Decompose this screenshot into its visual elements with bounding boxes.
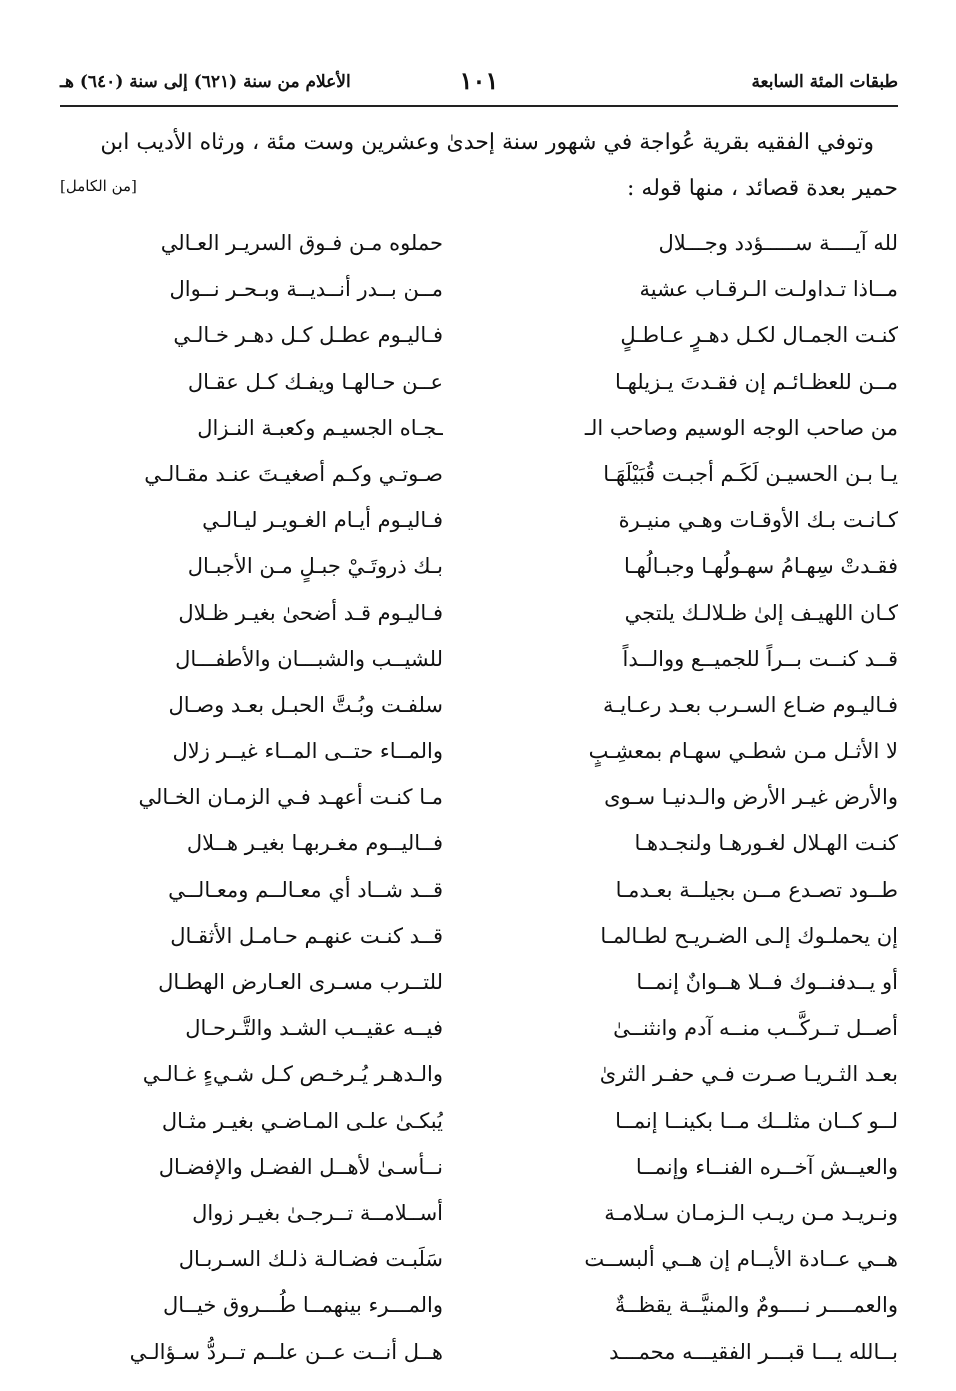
verse-first-hemistich: هــي عــادة الأيــام إن هــي ألبســت	[584, 1247, 898, 1272]
poem-verse	[60, 1144, 898, 1190]
verse-first-hemistich: كـانـت بـك الأوقـات وهـي منيـرة	[618, 508, 898, 533]
poem-verse	[60, 959, 898, 1005]
header-rule	[60, 105, 898, 107]
poem-verse	[60, 1329, 898, 1375]
verse-first-hemistich: من صاحب الوجه الوسيم وصاحب الـ	[584, 415, 898, 440]
poem-verse	[60, 682, 898, 728]
verse-first-hemistich: قــد كنــت بــراً للجميــع ووالــداً	[622, 646, 898, 671]
verse-second-hemistich: فـاليـوم عطـل كـل دهـر خـالـي	[173, 323, 443, 348]
running-section-title: طبقات المئة السابعة	[751, 72, 898, 92]
verse-second-hemistich: عــن حـالهـا ويفـك كـل عقـال	[187, 369, 443, 394]
verse-second-hemistich: والـدهـر يُـرخـص كـل شـيءٍ غـالـي	[142, 1062, 443, 1087]
intro-line-2-row	[60, 166, 898, 212]
verse-first-hemistich: أو يــدفنــوك فــلا هــوانٌ إنمــا	[636, 970, 898, 994]
verse-first-hemistich: لله آيــــة ســـــؤدد وجـــلال	[658, 231, 898, 255]
verse-second-hemistich: فيــه عقيــب الشـد والتَّـرحـال	[185, 1016, 443, 1041]
verse-second-hemistich: ـجـاه الجسيـم وكعبـة النـزال	[197, 415, 443, 440]
poem-verse	[60, 497, 898, 543]
verse-first-hemistich: طــود تصـدع مــن بجيلــة بعـدمـا	[615, 877, 898, 902]
intro-paragraph	[60, 120, 898, 212]
verse-second-hemistich: فـاليـوم أيـام الغـويـر ليـالـي	[202, 508, 443, 533]
poem-verse	[60, 636, 898, 682]
verse-first-hemistich: ونـريـد مـن ريـب الـزمـان سـلامـة	[604, 1200, 898, 1225]
verse-first-hemistich: بعـد الثـريـا صـرت فـي حفـر الثرىٰ	[599, 1062, 898, 1087]
verse-second-hemistich: والمـــرء بينهمــا طُـــروق خيــال	[163, 1293, 443, 1318]
intro-line-1: وتوفي الفقيه بقرية عُواجة في شهور سنة إحدىٰ وعشرين وست مئة ، ورثاه الأديب ابن	[100, 130, 874, 155]
verse-second-hemistich: هــل أنــت عــن علــم تــردُّ سـؤالـي	[129, 1339, 443, 1364]
verse-first-hemistich: والعمــــر نــــومٌ والمنيَّــة يقظــةٌ	[614, 1293, 898, 1318]
verse-second-hemistich: حملوه مـن فـوق السريـر العـالي	[160, 231, 443, 255]
poem-verse	[60, 867, 898, 913]
verse-second-hemistich: للشيــب والشبـــان والأطفـــال	[175, 646, 443, 671]
poem-verse	[60, 451, 898, 497]
poem-verse	[60, 1236, 898, 1282]
intro-line-2: حمير بعدة قصائد ، منها قوله :	[627, 176, 898, 201]
poem	[60, 220, 898, 1375]
verse-first-hemistich: مــن للعظـائـم إن فقـدتَ يـزيلهـا	[615, 369, 898, 394]
poem-verse	[60, 266, 898, 312]
verse-second-hemistich: سَلَبـت فضـالـة ذلـك السـربـال	[178, 1247, 443, 1272]
verse-first-hemistich: لــو كــان مثلــك مــا بكينــا إنمــا	[615, 1108, 898, 1133]
verse-second-hemistich: مـا كنـت أعهـد فـي الزمـان الخـالي	[138, 785, 443, 810]
verse-second-hemistich: أســلامــة تــرجـىٰ بغيـر زوال	[192, 1200, 443, 1225]
verse-second-hemistich: فــاليــوم مغـربهـا بغيـر هــلال	[186, 831, 443, 856]
poem-verse	[60, 1051, 898, 1097]
verse-second-hemistich: نــأسـىٰ لأهــل الفضـل والإفضـال	[158, 1154, 443, 1179]
verse-first-hemistich: أصــل تــركَّــب منــه آدم وانثنــىٰ	[613, 1016, 898, 1041]
poem-verse	[60, 728, 898, 774]
verse-first-hemistich: كنـت الهـلال لغـورهـا ولنجـدهـا	[634, 831, 898, 856]
verse-second-hemistich: مــن بــدر أنــديــة وبـحـر نــوال	[169, 277, 443, 302]
verse-first-hemistich: كـان اللهيـف إلىٰ ظـلالـك يلتجي	[624, 600, 898, 625]
poem-verse	[60, 405, 898, 451]
poem-verse	[60, 220, 898, 266]
poem-verse	[60, 590, 898, 636]
verse-second-hemistich: للتــرب مسـرى العـارض الهطـال	[158, 970, 443, 994]
page-header	[60, 66, 898, 100]
verse-first-hemistich: إن يحملـوك إلـى الضـريـح لطـالمـا	[600, 923, 898, 948]
poem-verse	[60, 913, 898, 959]
running-range-title: الأعلام من سنة (٦٢١) إلى سنة (٦٤٠) هـ	[60, 72, 351, 92]
verse-first-hemistich: يـا بـن الحسيـن لَكَـم أجبـت قُبَيْلَهَـا	[603, 461, 898, 486]
page-number: ١٠١	[459, 66, 499, 95]
poem-verse	[60, 820, 898, 866]
poem-verse	[60, 774, 898, 820]
verse-second-hemistich: قــد شــاد أي معـالــم ومعـالــي	[168, 877, 443, 902]
poem-verse	[60, 1190, 898, 1236]
verse-first-hemistich: كنـت الجمـال لكـل دهـرٍ عـاطـلٍ	[620, 323, 898, 348]
poem-verse	[60, 312, 898, 358]
poem-verse	[60, 543, 898, 589]
verse-first-hemistich: فقـدتْ سِهـامُ سهـولُهـا وجبـالُهـا	[623, 554, 898, 579]
verse-second-hemistich: فـاليـوم قـد أضحىٰ بغيـر ظـلال	[178, 600, 443, 625]
verse-second-hemistich: قــد كنـت عنهـم حـامـل الأثقـال	[170, 923, 443, 948]
verse-first-hemistich: بــالله يـــا قبـــر الفقيـــه محمـــد	[609, 1339, 898, 1364]
verse-first-hemistich: والأرض غيـر الأرض والـدنيـا سـوى	[604, 785, 898, 810]
verse-first-hemistich: مــاذا تـداولـت الـرقـاب عشية	[639, 277, 898, 302]
verse-first-hemistich: والعيــش آخــره الفنــاء وإنمــا	[635, 1154, 898, 1179]
verse-first-hemistich: فـاليـوم ضـاع السـرب بعـد رعـايـة	[602, 692, 898, 717]
verse-second-hemistich: صـوتـي وكـم أصغيـتَ عنـد مقـالـي	[144, 461, 443, 486]
verse-first-hemistich: لا الأثـل مـن شطـي سهـام بمعشِـبٍ	[588, 739, 898, 764]
poem-verse	[60, 1005, 898, 1051]
verse-second-hemistich: والمــاء حتــى المــاء غيــر زلال	[172, 739, 443, 764]
poem-verse	[60, 359, 898, 405]
poem-verse	[60, 1282, 898, 1328]
meter-label: [من الكامل]	[60, 177, 137, 195]
verse-second-hemistich: يُبكـىٰ علـى المـاضـي بغيـر مثـال	[161, 1108, 443, 1133]
verse-second-hemistich: بـك ذروتَـيْ جبـلٍ مـن الأجبـال	[187, 554, 443, 579]
poem-verse	[60, 1098, 898, 1144]
verse-second-hemistich: سلفـت وبُـتَّ الحبـل بعـد وصـال	[168, 692, 443, 717]
